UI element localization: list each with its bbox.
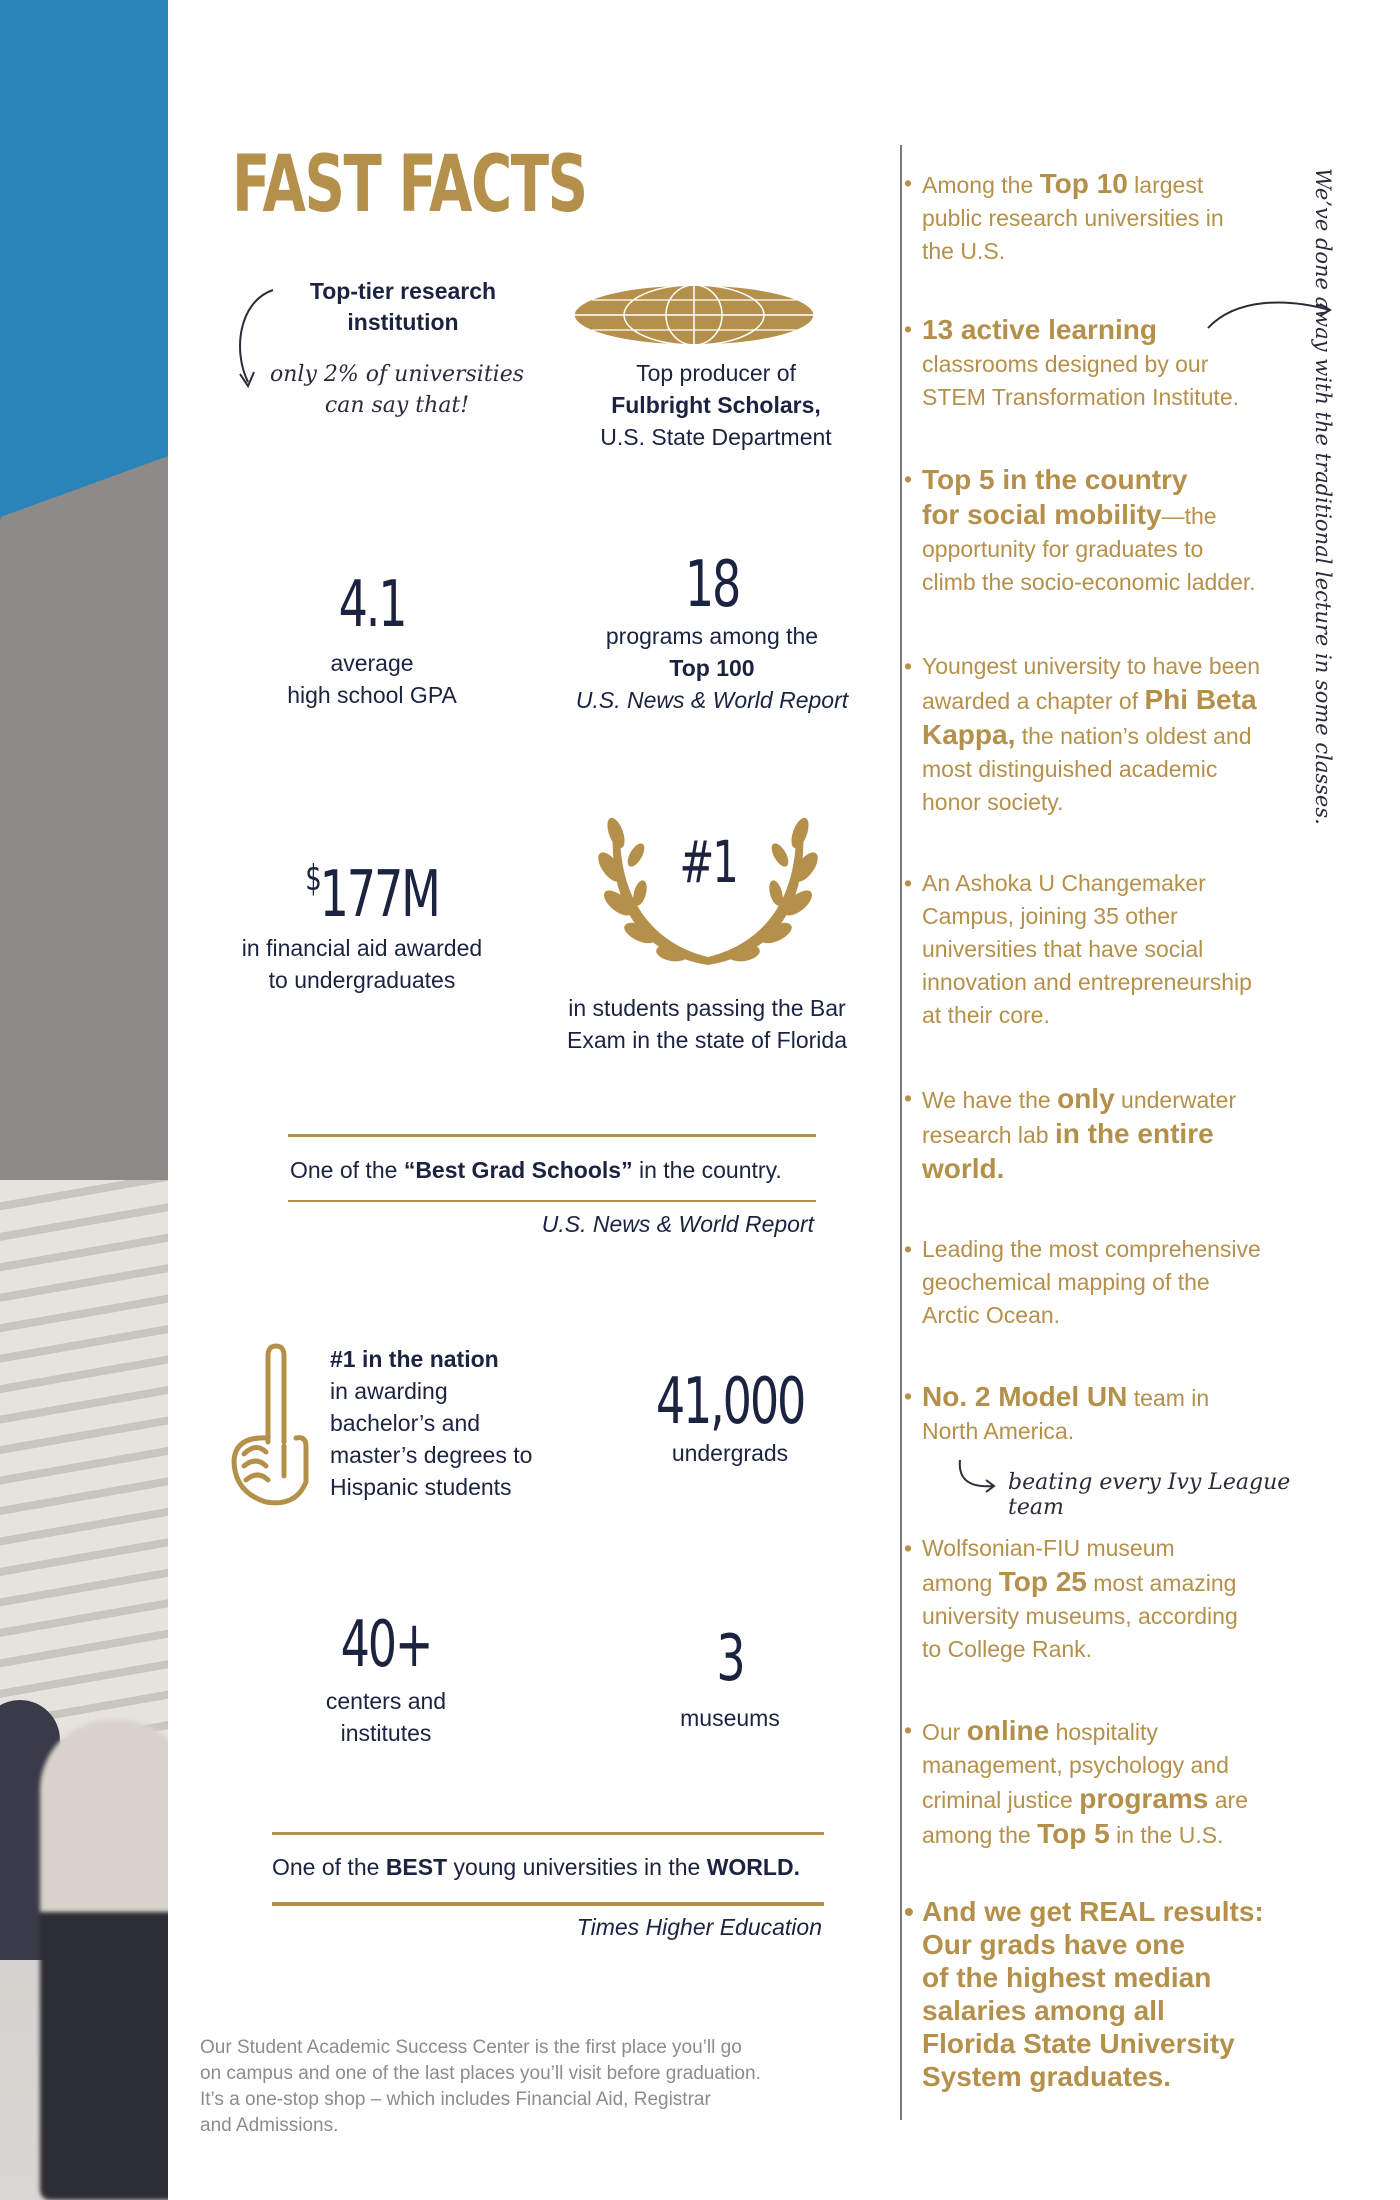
hispanic-line: bachelor’s and bbox=[330, 1410, 481, 1436]
fact-bold: only bbox=[1057, 1083, 1115, 1114]
programs-source: U.S. News & World Report bbox=[575, 687, 849, 713]
column-divider bbox=[900, 145, 902, 2120]
fact-text: hospitality bbox=[1049, 1719, 1158, 1745]
fact-bold: salaries among all bbox=[922, 1995, 1165, 2026]
fulbright-source: U.S. State Department bbox=[600, 424, 832, 450]
fact-top-10 bbox=[904, 167, 1342, 268]
research-note bbox=[262, 362, 532, 418]
student-figure-blurred bbox=[40, 1720, 168, 2200]
fact-bold: No. 2 Model UN bbox=[922, 1381, 1128, 1412]
campus-photo-strip bbox=[0, 0, 168, 2200]
fact-text: We have the bbox=[922, 1087, 1058, 1113]
fact-text: underwater bbox=[1114, 1087, 1237, 1113]
bullet-icon: • bbox=[904, 653, 913, 679]
fact-text: university museums, according bbox=[922, 1603, 1238, 1629]
programs-line: programs among the bbox=[605, 623, 819, 649]
fact-text: Campus, joining 35 other bbox=[922, 903, 1178, 929]
fact-text: in the U.S. bbox=[1109, 1822, 1224, 1848]
number-one-hand-icon bbox=[226, 1342, 314, 1512]
fact-phi-beta-kappa bbox=[904, 650, 1342, 819]
museums-value: 3 bbox=[716, 1622, 744, 1696]
aid-value bbox=[293, 858, 451, 932]
grad-schools-statement bbox=[290, 1157, 830, 1184]
research-note-line: only 2% of universities bbox=[270, 362, 524, 387]
fact-text: An Ashoka U Changemaker bbox=[922, 870, 1206, 896]
fact-bold: Top 5 bbox=[1037, 1818, 1110, 1849]
curved-arrow-icon bbox=[954, 1456, 1004, 1496]
page-title: FAST FACTS bbox=[232, 140, 587, 230]
programs-stat bbox=[562, 620, 862, 716]
fact-bold: Top 25 bbox=[998, 1566, 1087, 1597]
fact-model-un bbox=[904, 1380, 1342, 1448]
fact-underwater-lab bbox=[904, 1082, 1342, 1187]
fact-bold: Top 5 in the country bbox=[922, 464, 1188, 495]
fact-text: the nation’s oldest and bbox=[1015, 723, 1252, 749]
fact-text: opportunity for graduates to bbox=[922, 536, 1204, 562]
fact-social-mobility bbox=[904, 463, 1342, 599]
fulbright-line: Top producer of bbox=[636, 360, 796, 386]
fact-text: research lab bbox=[922, 1122, 1055, 1148]
aid-currency: $ bbox=[305, 858, 320, 899]
undergrads-value: 41,000 bbox=[655, 1365, 805, 1439]
fact-text: honor society. bbox=[922, 789, 1064, 815]
fact-text: Wolfsonian-FIU museum bbox=[922, 1535, 1175, 1561]
globe-icon bbox=[572, 282, 816, 348]
fact-text: the U.S. bbox=[922, 238, 1006, 264]
fact-arctic-mapping bbox=[904, 1233, 1342, 1332]
hispanic-line: in awarding bbox=[330, 1378, 448, 1404]
fact-bold: Phi Beta bbox=[1144, 684, 1257, 715]
fact-bold: for social mobility bbox=[922, 499, 1162, 530]
fact-text: classrooms designed by our bbox=[922, 351, 1209, 377]
fact-bold: online bbox=[966, 1715, 1050, 1746]
aid-line: to undergraduates bbox=[268, 967, 456, 993]
fact-text: among the bbox=[922, 1822, 1038, 1848]
programs-value: 18 bbox=[684, 548, 740, 622]
gpa-line: high school GPA bbox=[287, 682, 457, 708]
research-label: Top-tier research institution bbox=[309, 278, 497, 335]
fact-ashoka bbox=[904, 867, 1342, 1032]
fact-text: universities that have social bbox=[922, 936, 1204, 962]
bar-exam-line: Exam in the state of Florida bbox=[567, 1027, 847, 1053]
fact-text: —the bbox=[1161, 503, 1217, 529]
fact-text: criminal justice bbox=[922, 1787, 1080, 1813]
bullet-icon: • bbox=[904, 1383, 913, 1409]
fact-bold: And we get REAL results: bbox=[922, 1896, 1264, 1927]
fact-bold: world. bbox=[922, 1153, 1005, 1184]
fact-text: are bbox=[1208, 1787, 1249, 1813]
fact-text: awarded a chapter of bbox=[922, 688, 1145, 714]
divider-rule bbox=[288, 1134, 816, 1137]
aid-amount: 177M bbox=[319, 858, 439, 932]
bullet-icon: • bbox=[904, 870, 913, 896]
divider-rule bbox=[288, 1200, 816, 1202]
fact-bold: Our grads have one bbox=[922, 1929, 1185, 1960]
fact-real-results bbox=[904, 1895, 1342, 2093]
fulbright-bold: Fulbright Scholars, bbox=[611, 392, 821, 418]
fact-online-programs bbox=[904, 1714, 1342, 1852]
fact-text: Our bbox=[922, 1719, 967, 1745]
fact-bold: in the entire bbox=[1054, 1118, 1214, 1149]
bar-exam-line: in students passing the Bar bbox=[568, 995, 846, 1021]
fact-text: Among the bbox=[922, 172, 1040, 198]
fact-bold: Top 10 bbox=[1039, 168, 1128, 199]
centers-value: 40+ bbox=[340, 1608, 432, 1682]
fact-wolfsonian bbox=[904, 1532, 1342, 1666]
centers-stat bbox=[286, 1685, 486, 1749]
fact-bold: of the highest median bbox=[922, 1962, 1212, 1993]
footer-line: on campus and one of the last places you’ll visit before graduation. bbox=[200, 2063, 761, 2084]
grad-schools-text: One of the bbox=[290, 1157, 404, 1183]
bullet-icon: • bbox=[904, 1236, 913, 1262]
hispanic-line: master’s degrees to bbox=[330, 1442, 533, 1468]
bullet-icon: • bbox=[904, 1896, 914, 1927]
programs-bold: Top 100 bbox=[669, 655, 755, 681]
fact-text: climb the socio-economic ladder. bbox=[922, 569, 1256, 595]
bullet-icon: • bbox=[904, 170, 913, 196]
museums-label: museums bbox=[680, 1705, 780, 1731]
young-world: WORLD. bbox=[706, 1854, 800, 1880]
centers-line: institutes bbox=[340, 1720, 432, 1746]
young-source: Times Higher Education bbox=[576, 1914, 822, 1940]
fulbright-stat bbox=[566, 357, 866, 453]
bar-exam-stat bbox=[552, 992, 862, 1056]
fact-text: team in bbox=[1127, 1385, 1210, 1411]
fact-text: STEM Transformation Institute. bbox=[922, 384, 1240, 410]
young-text: One of the bbox=[272, 1854, 386, 1880]
fact-text: innovation and entrepreneurship bbox=[922, 969, 1252, 995]
fact-text: largest bbox=[1127, 172, 1204, 198]
bullet-icon: • bbox=[904, 1535, 913, 1561]
aid-stat bbox=[222, 932, 502, 996]
fact-text: most amazing bbox=[1086, 1570, 1237, 1596]
bar-exam-value: #1 bbox=[679, 828, 737, 896]
fact-bold: programs bbox=[1079, 1783, 1209, 1814]
grad-schools-bold: “Best Grad Schools” bbox=[403, 1157, 633, 1183]
bullet-icon: • bbox=[904, 466, 913, 492]
divider-rule bbox=[272, 1902, 824, 1906]
fact-text: Arctic Ocean. bbox=[922, 1302, 1061, 1328]
fact-text: management, psychology and bbox=[922, 1752, 1229, 1778]
hispanic-line: Hispanic students bbox=[330, 1474, 512, 1500]
bullet-icon: • bbox=[904, 1085, 913, 1111]
fact-bold: Kappa, bbox=[922, 719, 1016, 750]
undergrads-label: undergrads bbox=[671, 1440, 789, 1466]
fact-text: most distinguished academic bbox=[922, 756, 1218, 782]
fact-bold: Florida State University bbox=[922, 2028, 1235, 2059]
footer-line: Our Student Academic Success Center is the first place you’ll go bbox=[200, 2037, 742, 2058]
footer-line: and Admissions. bbox=[200, 2115, 339, 2136]
footer-paragraph bbox=[200, 2035, 860, 2139]
fact-text: Youngest university to have been bbox=[922, 653, 1261, 679]
gpa-value: 4.1 bbox=[338, 568, 406, 642]
gpa-stat bbox=[232, 647, 512, 711]
gpa-line: average bbox=[330, 650, 414, 676]
centers-line: centers and bbox=[325, 1688, 447, 1714]
fact-bold: 13 active learning bbox=[922, 314, 1158, 345]
fact-text: Leading the most comprehensive bbox=[922, 1236, 1261, 1262]
fact-text: geochemical mapping of the bbox=[922, 1269, 1210, 1295]
fact-text: public research universities in bbox=[922, 205, 1224, 231]
fact-text: North America. bbox=[922, 1418, 1075, 1444]
young-text: young universities in the bbox=[447, 1854, 707, 1880]
fact-text: among bbox=[922, 1570, 999, 1596]
footer-line: It’s a one-stop shop – which includes Financial Aid, Registrar bbox=[200, 2089, 711, 2110]
bullet-icon: • bbox=[904, 316, 913, 342]
hispanic-stat bbox=[330, 1343, 590, 1503]
young-universities-statement bbox=[272, 1854, 832, 1881]
aid-line: in financial aid awarded bbox=[241, 935, 483, 961]
grad-schools-source: U.S. News & World Report bbox=[541, 1211, 814, 1237]
young-best: BEST bbox=[385, 1854, 448, 1880]
fact-text: at their core. bbox=[922, 1002, 1050, 1028]
hispanic-bold: #1 in the nation bbox=[330, 1346, 499, 1372]
fact-text: to College Rank. bbox=[922, 1636, 1093, 1662]
grad-schools-text: in the country. bbox=[632, 1157, 782, 1183]
research-note-line: can say that! bbox=[324, 393, 470, 418]
bullet-icon: • bbox=[904, 1717, 913, 1743]
fact-bold: System graduates. bbox=[922, 2061, 1171, 2092]
divider-rule bbox=[272, 1832, 824, 1835]
ivy-league-note: beating every Ivy League team bbox=[1008, 1470, 1291, 1520]
vertical-lecture-note: We’ve done away with the traditional lecture in some classes. bbox=[1311, 168, 1335, 825]
